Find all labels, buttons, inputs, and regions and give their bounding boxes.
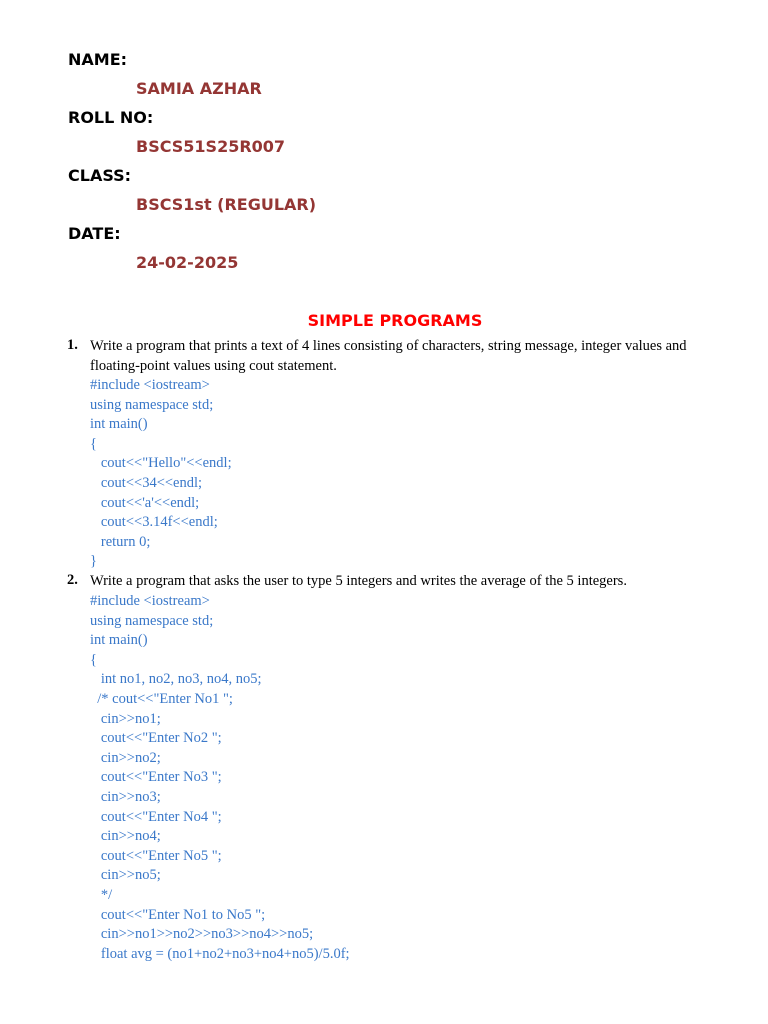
class-value: BSCS1st (REGULAR)	[136, 195, 317, 214]
question-1-number: 1.	[67, 337, 78, 353]
roll-no-label: ROLL NO:	[68, 108, 154, 127]
question-2-text: Write a program that asks the user to type 5 integers and writes the average of the 5 integers.	[90, 573, 627, 589]
date-label: DATE:	[68, 224, 121, 243]
question-1-code: #include <iostream> using namespace std; int main() { cout<<"Hello"<<endl; cout<<34<<endl; cout<<'a'<<endl; cout<<3.14f<<endl; return 0; }	[90, 377, 232, 570]
question-1-text: Write a program that prints a text of 4 lines consisting of characters, string message, integer values and floating-point values using cout statement.	[90, 338, 687, 374]
roll-no-value: BSCS51S25R007	[136, 137, 286, 156]
name-label: NAME:	[68, 50, 128, 69]
question-2-code: #include <iostream> using namespace std; int main() { int no1, no2, no3, no4, no5; /* cout<<"Enter No1 "; cin>>no1; cout<<"Enter No2 "; cin>>no2; cout<<"Enter No3 "; cin>>no3; cout<<"Enter No4 "; cin>>no4; cout<<"Enter No5 "; cin>>no5; */ cout<<"Enter No1 to No5 "; cin>>no1>>no2>>no3>>no4>>no5; float avg = (no1+no2+no3+no4+no5)/5.0f;	[90, 593, 350, 962]
class-label: CLASS:	[68, 166, 132, 185]
date-value: 24-02-2025	[136, 253, 239, 272]
section-title: SIMPLE PROGRAMS	[307, 311, 483, 330]
name-value: SAMIA AZHAR	[136, 79, 262, 98]
question-2-number: 2.	[67, 572, 78, 588]
